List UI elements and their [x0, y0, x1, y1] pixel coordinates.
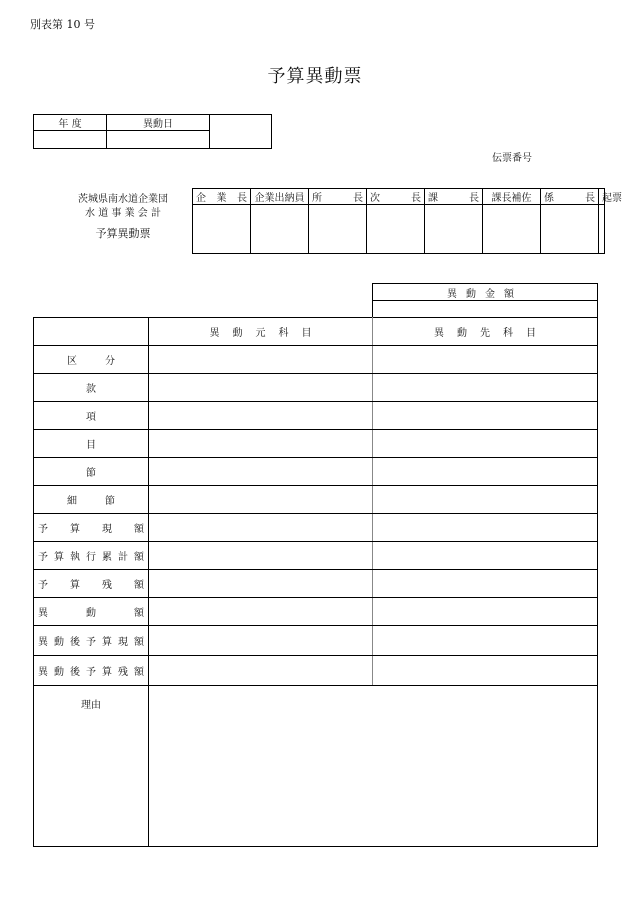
- to-value-cell[interactable]: [373, 542, 598, 570]
- row-label-char: 額: [134, 637, 144, 648]
- approval-label: [370, 189, 421, 204]
- to-value-cell[interactable]: [373, 346, 598, 374]
- approval-stamp-cell-5[interactable]: [425, 205, 483, 254]
- row-label-char: 額: [134, 580, 144, 591]
- row-label: [34, 346, 149, 374]
- approval-label-part: 企業出納員: [254, 193, 305, 204]
- row-label-char: 計: [118, 552, 128, 563]
- approval-header-4: [367, 189, 425, 205]
- row-label-char: 累: [102, 552, 112, 563]
- approval-label: [196, 189, 247, 204]
- approval-header-8: [599, 189, 622, 205]
- row-label-char: 予: [86, 667, 96, 678]
- row-label-text: [38, 548, 144, 563]
- to-account-header: [373, 318, 598, 346]
- approval-stamp-cell-7[interactable]: [541, 205, 599, 254]
- reason-label: [34, 686, 149, 847]
- row-label: [34, 542, 149, 570]
- row-label-char: 算: [102, 637, 112, 648]
- from-account-header: [149, 318, 373, 346]
- table-row: [34, 514, 598, 542]
- row-label-char: 異: [38, 637, 48, 648]
- organization-name: 茨城県南水道企業団: [78, 194, 168, 205]
- row-label-text: 項: [86, 412, 96, 423]
- page-title: 予算異動票: [267, 66, 363, 87]
- table-header-row: [34, 318, 598, 346]
- row-label-text: 節: [86, 468, 96, 479]
- row-label-char: 予: [38, 524, 48, 535]
- from-value-cell[interactable]: [149, 402, 373, 430]
- approval-label-part: 業: [216, 193, 227, 204]
- approval-stamp-cell-3[interactable]: [309, 205, 367, 254]
- row-label-char: 算: [102, 667, 112, 678]
- row-label-char: 予: [86, 637, 96, 648]
- approval-label-part: 長: [411, 193, 421, 204]
- row-label-char: 現: [102, 524, 112, 535]
- organization-form-title: 予算異動票: [95, 227, 151, 240]
- reason-row: [34, 686, 598, 847]
- to-value-cell[interactable]: [373, 486, 598, 514]
- row-label-text: [38, 604, 144, 619]
- row-label: [34, 430, 149, 458]
- table-row: [34, 430, 598, 458]
- table-row: [34, 542, 598, 570]
- approval-label: [428, 189, 479, 204]
- fiscal-extra-cell[interactable]: [210, 115, 272, 149]
- row-label-char: 算: [70, 524, 80, 535]
- row-label: [34, 374, 149, 402]
- organization-block: [60, 193, 186, 241]
- row-label-text: 細節: [67, 496, 143, 507]
- row-label-char: 額: [134, 608, 144, 619]
- approval-header-5: [425, 189, 483, 205]
- fiscal-year-input[interactable]: [34, 131, 107, 149]
- table-row: [34, 402, 598, 430]
- row-label-text: [38, 663, 144, 678]
- reason-input[interactable]: [149, 686, 598, 847]
- approval-label-part: 所: [312, 193, 322, 204]
- approval-stamp-cell-4[interactable]: [367, 205, 425, 254]
- row-label-char: 算: [70, 580, 80, 591]
- to-value-cell[interactable]: [373, 626, 598, 656]
- row-label: [34, 598, 149, 626]
- row-label-char: 予: [38, 580, 48, 591]
- row-label-char: 額: [134, 667, 144, 678]
- approval-label-part: 課長補佐: [491, 193, 532, 204]
- row-label-char: 額: [134, 552, 144, 563]
- from-value-cell[interactable]: [149, 458, 373, 486]
- approval-label-part: 票: [612, 193, 622, 204]
- row-label: [34, 458, 149, 486]
- approval-header-3: [309, 189, 367, 205]
- row-label: [34, 626, 149, 656]
- from-value-cell[interactable]: [149, 542, 373, 570]
- reason-label-text: 理由: [81, 700, 101, 711]
- approval-header-2: [251, 189, 309, 205]
- approval-stamp-cell-8[interactable]: [599, 205, 605, 254]
- transfer-amount-label: 異動金額: [373, 284, 598, 301]
- row-label-char: 動: [54, 637, 64, 648]
- row-label-char: 動: [86, 608, 96, 619]
- row-label: [34, 514, 149, 542]
- approval-stamp-table: [192, 188, 622, 254]
- approval-stamp-cell-2[interactable]: [251, 205, 309, 254]
- row-label-text: 区分: [67, 356, 143, 367]
- row-label-text: [38, 520, 144, 535]
- transfer-date-input[interactable]: [107, 131, 210, 149]
- to-value-cell[interactable]: [373, 514, 598, 542]
- form-number: 別表第 10 号: [30, 18, 95, 31]
- blank-header-cell: [34, 318, 149, 346]
- row-label-char: 額: [134, 524, 144, 535]
- fiscal-year-label: 年 度: [34, 115, 107, 131]
- approval-label: [254, 189, 305, 204]
- approval-label: [486, 189, 537, 204]
- row-label: [34, 656, 149, 686]
- row-label-text: [38, 576, 144, 591]
- approval-label-part: 係: [544, 193, 554, 204]
- row-label-text: 款: [86, 384, 96, 395]
- approval-label-part: 課: [428, 193, 438, 204]
- approval-stamp-cell-1[interactable]: [193, 205, 251, 254]
- approval-label-part: 長: [237, 193, 247, 204]
- row-label: [34, 570, 149, 598]
- approval-header-7: [541, 189, 599, 205]
- table-row: [34, 346, 598, 374]
- approval-label-part: 長: [585, 193, 595, 204]
- table-row: [34, 656, 598, 686]
- row-label-char: 現: [118, 637, 128, 648]
- to-value-cell[interactable]: [373, 570, 598, 598]
- to-value-cell[interactable]: [373, 374, 598, 402]
- approval-header-6: [483, 189, 541, 205]
- row-label-char: 予: [38, 552, 48, 563]
- accounting-name: 水 道 事 業 会 計: [85, 208, 161, 219]
- to-value-cell[interactable]: [373, 402, 598, 430]
- approval-label-part: 長: [353, 193, 363, 204]
- table-row: [34, 598, 598, 626]
- table-row: [34, 458, 598, 486]
- to-value-cell[interactable]: [373, 458, 598, 486]
- row-label-char: 残: [118, 667, 128, 678]
- slip-number-label: 伝票番号: [492, 153, 532, 164]
- from-value-cell[interactable]: [149, 430, 373, 458]
- row-label: [34, 486, 149, 514]
- from-value-cell[interactable]: [149, 656, 373, 686]
- row-label-char: 後: [70, 667, 80, 678]
- approval-label-part: 企: [196, 193, 206, 204]
- transfer-date-label: 異動日: [107, 115, 210, 131]
- table-row: [34, 570, 598, 598]
- row-label-text: 目: [86, 440, 96, 451]
- row-label-char: 行: [86, 552, 96, 563]
- to-account-header-text: 異動先科目: [434, 328, 549, 339]
- row-label-char: 執: [70, 552, 80, 563]
- approval-header-1: [193, 189, 251, 205]
- budget-transfer-table: [33, 317, 598, 847]
- approval-label: [312, 189, 363, 204]
- table-row: [34, 486, 598, 514]
- from-value-cell[interactable]: [149, 598, 373, 626]
- from-value-cell[interactable]: [149, 346, 373, 374]
- from-account-header-text: 異動元科目: [209, 328, 325, 339]
- row-label-char: 後: [70, 637, 80, 648]
- approval-label-part: 起: [602, 193, 612, 204]
- table-row: [34, 374, 598, 402]
- row-label: [34, 402, 149, 430]
- approval-label-part: 次: [370, 193, 380, 204]
- table-row: [34, 626, 598, 656]
- approval-label: [544, 189, 595, 204]
- to-value-cell[interactable]: [373, 656, 598, 686]
- from-value-cell[interactable]: [149, 626, 373, 656]
- from-value-cell[interactable]: [149, 570, 373, 598]
- to-value-cell[interactable]: [373, 430, 598, 458]
- to-value-cell[interactable]: [373, 598, 598, 626]
- transfer-amount-input[interactable]: [373, 301, 598, 318]
- fiscal-year-box: [33, 114, 272, 149]
- row-label-char: 残: [102, 580, 112, 591]
- transfer-amount-box: [372, 283, 598, 317]
- from-value-cell[interactable]: [149, 374, 373, 402]
- approval-stamp-cell-6[interactable]: [483, 205, 541, 254]
- row-label-char: 算: [54, 552, 64, 563]
- row-label-char: 異: [38, 608, 48, 619]
- from-value-cell[interactable]: [149, 514, 373, 542]
- row-label-char: 動: [54, 667, 64, 678]
- from-value-cell[interactable]: [149, 486, 373, 514]
- row-label-char: 異: [38, 667, 48, 678]
- row-label-text: [38, 633, 144, 648]
- approval-label-part: 長: [469, 193, 479, 204]
